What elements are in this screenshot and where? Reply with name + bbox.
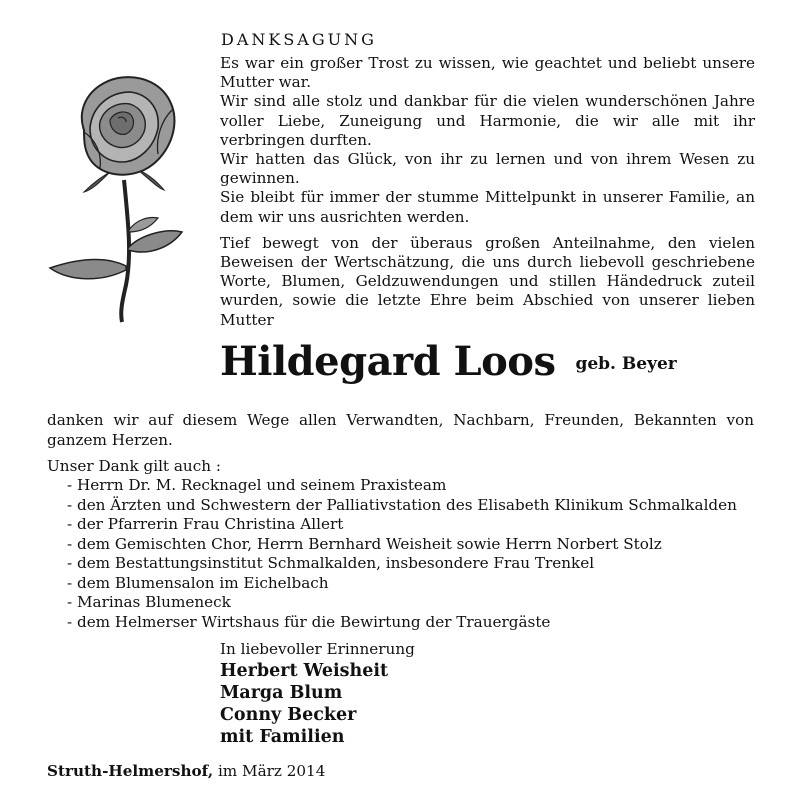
- thanks-sentence: [47, 411, 754, 450]
- thanks-list-item: - Marinas Blumeneck: [67, 593, 737, 613]
- place-date-line: [47, 762, 325, 780]
- thanks-list-item: - dem Gemischten Chor, Herrn Bernhard Weisheit sowie Herrn Norbert Stolz: [67, 535, 737, 555]
- memory-label: In liebevoller Erinnerung: [220, 640, 415, 658]
- thanks-list-item: - dem Blumensalon im Eichelbach: [67, 574, 737, 594]
- thanks-list-item: - dem Bestattungsinstitut Schmalkalden, insbesondere Frau Trenkel: [67, 554, 737, 574]
- signatories: [220, 660, 388, 748]
- date: im März 2014: [217, 762, 326, 780]
- birth-name: geb. Beyer: [575, 354, 677, 374]
- condolence-paragraph: Tief bewegt von der überaus großen Anteilnahme, den vielen Beweisen der Wertschätzung, die uns durch liebevoll geschriebene Worte, Blumen, Geldzuwendungen und stillen Händedruck zuteil wurden, sowie die letzte Ehre beim Abschied von unserer lieben Mutter: [220, 233, 755, 329]
- signatory: Marga Blum: [220, 683, 343, 703]
- intro-paragraph: Sie bleibt für immer der stumme Mittelpunkt in unserer Familie, an dem wir uns ausrichten werden.: [220, 188, 755, 226]
- intro-paragraph: Wir hatten das Glück, von ihr zu lernen und von ihrem Wesen zu gewinnen.: [220, 150, 755, 188]
- thanks-intro: Unser Dank gilt auch :: [47, 457, 221, 475]
- thanks-list-item: - den Ärzten und Schwestern der Palliativstation des Elisabeth Klinikum Schmalkalden: [67, 496, 737, 516]
- signatory: Herbert Weisheit: [220, 661, 389, 681]
- intro-paragraph: Wir sind alle stolz und dankbar für die vielen wunderschönen Jahre voller Liebe, Zuneigung und Harmonie, die wir alle mit ihr verbringen durften.: [220, 92, 755, 149]
- thanks-list-item: - Herrn Dr. M. Recknagel und seinem Praxisteam: [67, 476, 737, 496]
- thanks-sentence-text: danken wir auf diesem Wege allen Verwandten, Nachbarn, Freunden, Bekannten von ganzem Herzen.: [47, 411, 754, 449]
- place: Struth-Helmershof,: [47, 762, 214, 780]
- signatory: Conny Becker: [220, 705, 357, 725]
- intro-paragraph: Es war ein großer Trost zu wissen, wie geachtet und beliebt unsere Mutter war.: [220, 54, 755, 92]
- deceased-name: Hildegard Loos: [220, 338, 556, 385]
- signatory: mit Familien: [220, 727, 345, 747]
- thanks-list: [67, 476, 737, 632]
- rose-illustration: [40, 70, 210, 325]
- thanks-list-item: - dem Helmerser Wirtshaus für die Bewirtung der Trauergäste: [67, 613, 737, 633]
- thanks-list-item: - der Pfarrerin Frau Christina Allert: [67, 515, 737, 535]
- notice-heading: DANKSAGUNG: [221, 30, 377, 49]
- deceased-name-line: [220, 338, 760, 385]
- intro-text: [220, 54, 755, 330]
